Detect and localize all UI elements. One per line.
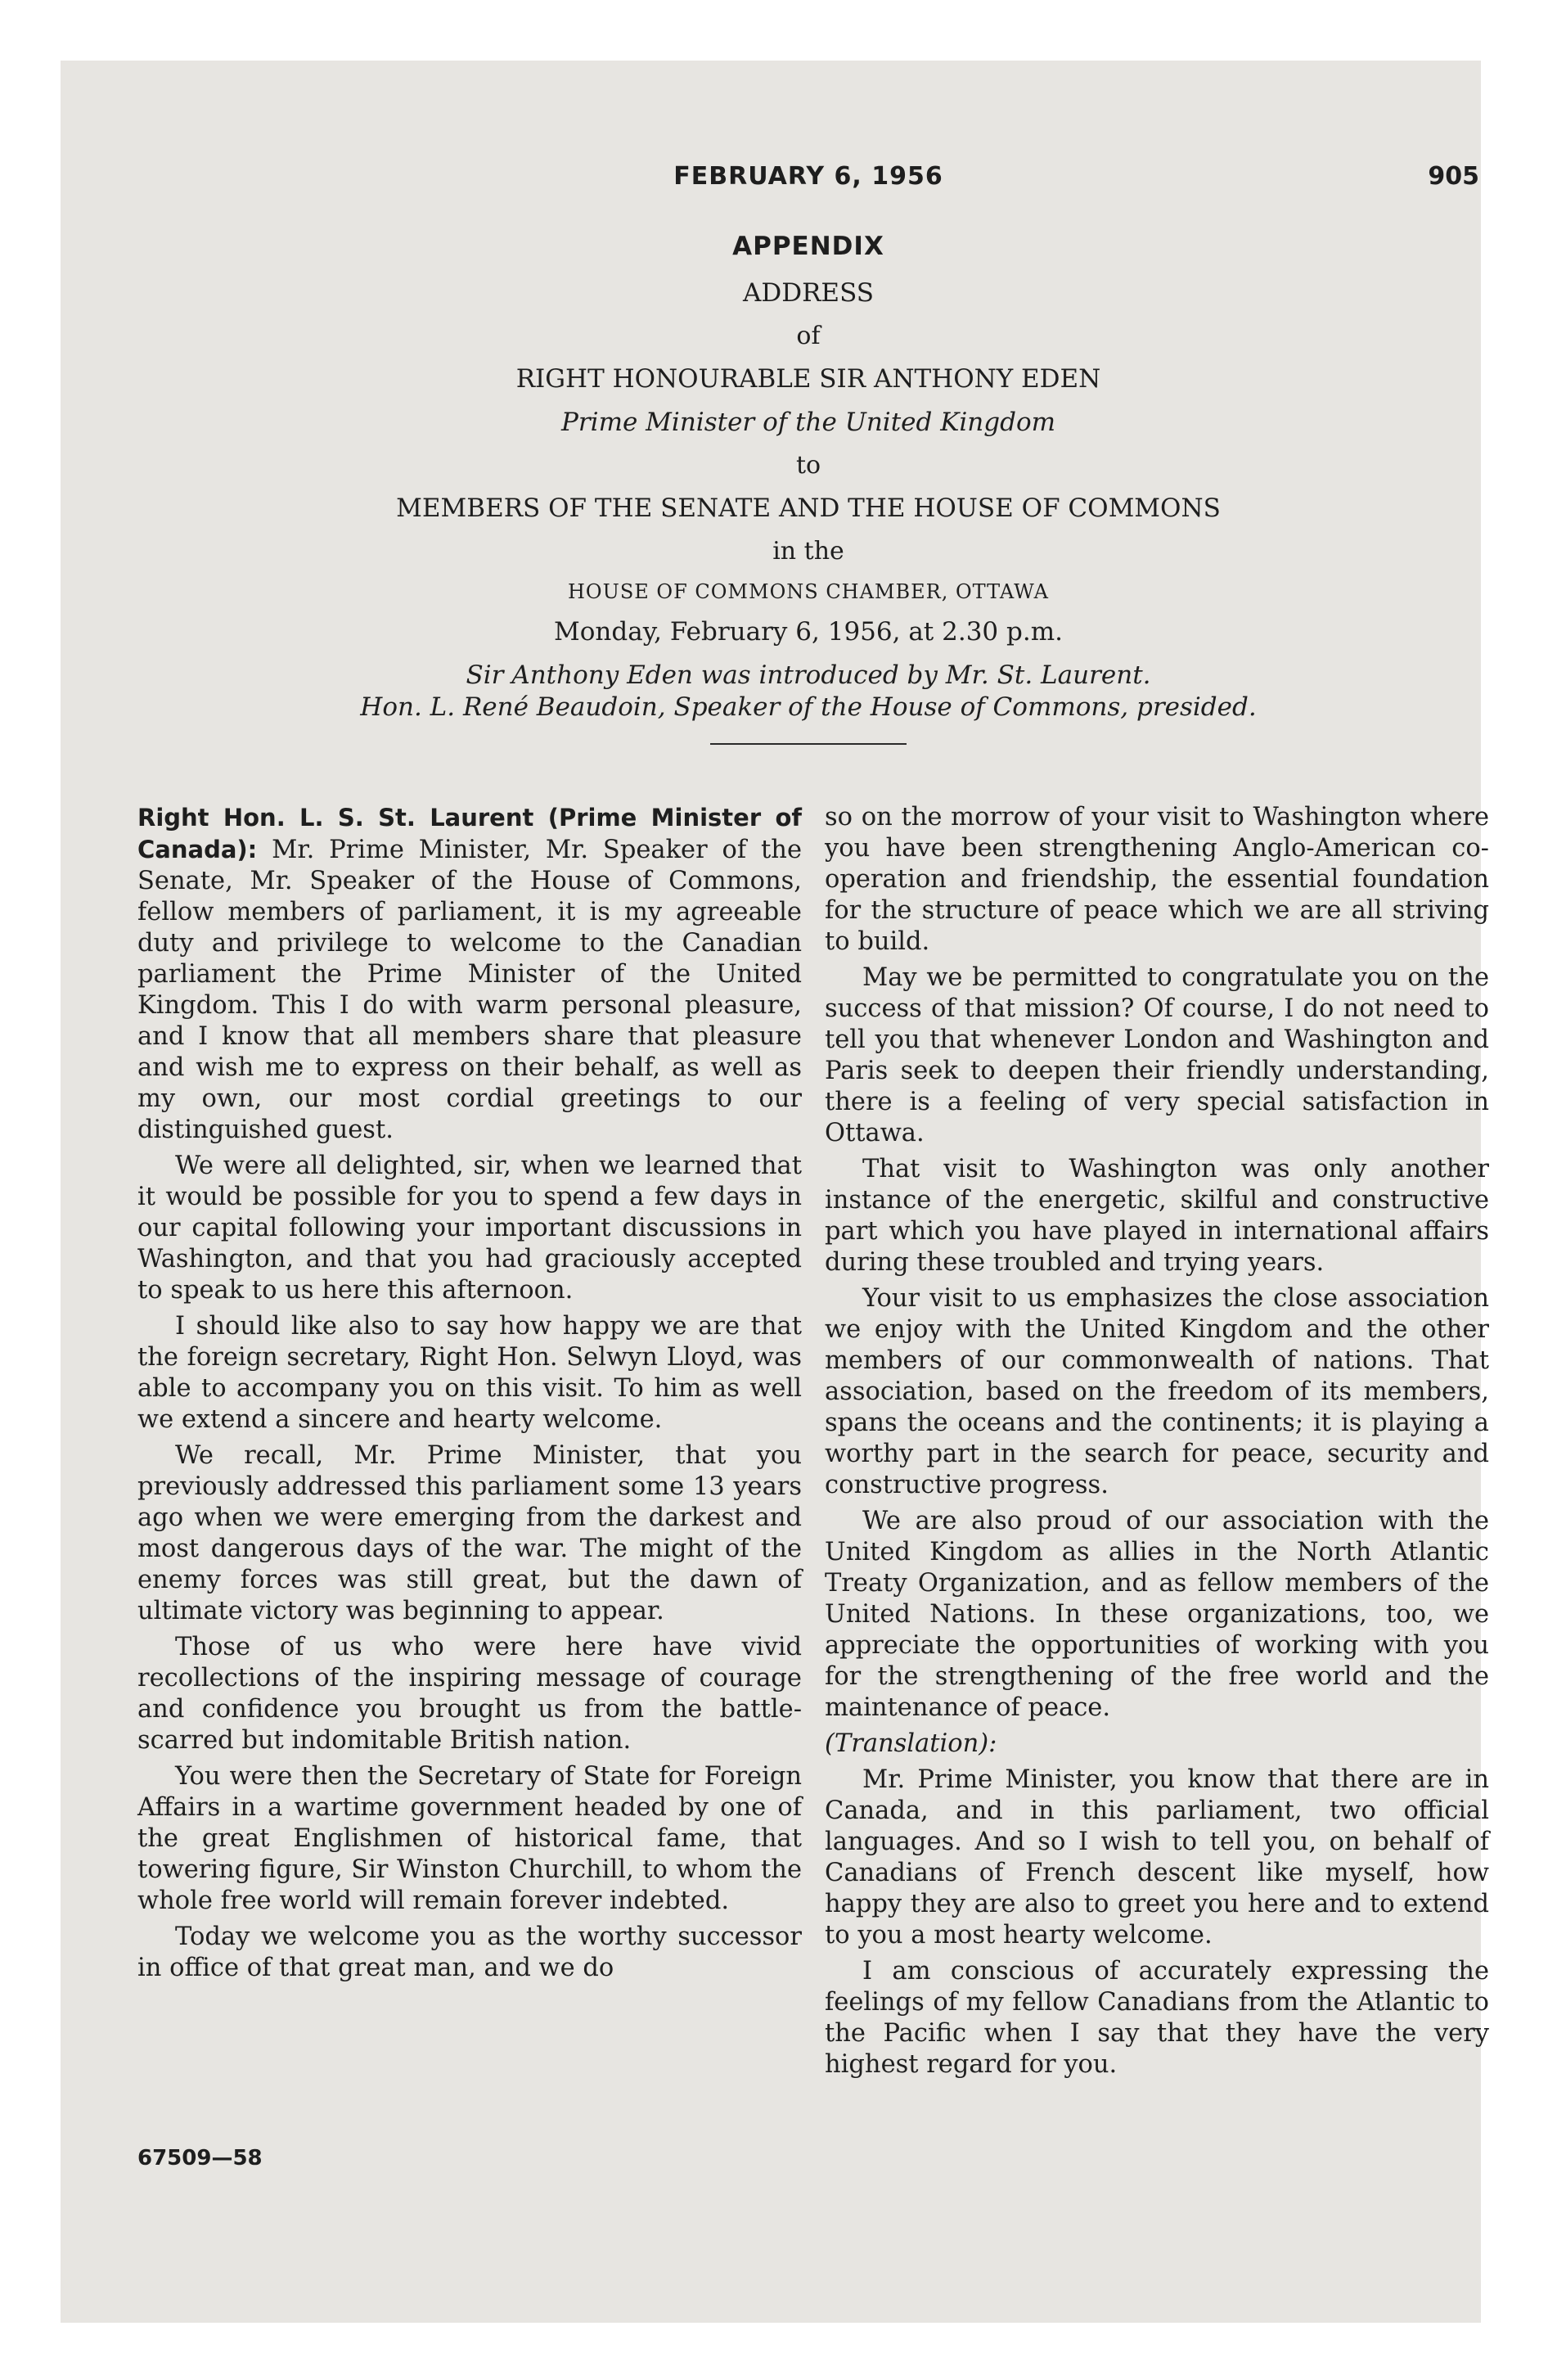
paragraph: We recall, Mr. Prime Minister, that you previously addressed this parliament some 13 years ago when we were emerging from the darkest and most dangerous days of the war. The might of the enemy forces was still great, but the dawn of ultimate victory was beginning to appear. <box>137 1441 802 1625</box>
title-of: of <box>796 322 821 350</box>
speaker-role: Prime Minister of the United Kingdom <box>560 408 1055 437</box>
paragraph: We are also proud of our association with the United Kingdom as allies in the North Atlantic Treaty Organization, and as fellow members of the United Nations. In these organizations, too, we appreciate the opportunities of working with you for the strengthening of the free world and the maintenance of peace. <box>825 1507 1489 1722</box>
divider-rule <box>710 743 907 745</box>
page-number: 905 <box>1428 162 1479 191</box>
paragraph: May we be permitted to congratulate you on the success of that mission? Of course, I do not need to tell you that whenever London and Washington and Paris seek to deepen their friendly understanding, there is a feeling of very special satisfaction in Ottawa. <box>825 963 1489 1147</box>
date-time: Monday, February 6, 1956, at 2.30 p.m. <box>554 617 1063 647</box>
introduction-note: Sir Anthony Eden was introduced by Mr. St. Laurent. <box>466 660 1151 690</box>
speaker-name-heading: RIGHT HONOURABLE SIR ANTHONY EDEN <box>515 364 1101 394</box>
left-column <box>137 802 802 2170</box>
paragraph: You were then the Secretary of State for Foreign Affairs in a wartime government headed by one of the great Englishmen of historical fame, that towering figure, Sir Winston Churchill, to whom the whole free world will remain forever indebted. <box>137 1762 802 1915</box>
running-header <box>137 162 1479 198</box>
paragraph: I should like also to say how happy we are that the foreign secretary, Right Hon. Selwyn Lloyd, was able to accompany you on this visit. To him as well we extend a sincere and hearty welcome. <box>137 1312 802 1434</box>
paragraph: so on the morrow of your visit to Washington where you have been strengthening Anglo-American co-operation and friendship, the essential foundation for the structure of peace which we are all striving to build. <box>825 803 1489 956</box>
paragraph: Your visit to us emphasizes the close association we enjoy with the United Kingdom and the other members of our commonwealth of nations. That association, based on the freedom of its members, spans the oceans and the continents; it is playing a worthy part in the search for peace, security and constructive progress. <box>825 1284 1489 1499</box>
presiding-note: Hon. L. René Beaudoin, Speaker of the House of Commons, presided. <box>360 692 1257 722</box>
paragraph: I am conscious of accurately expressing the feelings of my fellow Canadians from the Atlantic to the Pacific when I say that they have the very highest regard for you. <box>825 1957 1489 2079</box>
address-heading: ADDRESS <box>743 278 874 308</box>
paragraph: Those of us who were here have vivid recollections of the inspiring message of courage and confidence you brought us from the battle-scarred but indomitable British nation. <box>137 1633 802 1755</box>
paragraph: That visit to Washington was only another instance of the energetic, skilful and constructive part which you have played in international affairs during these troubled and trying years. <box>825 1155 1489 1277</box>
title-block <box>137 234 1479 745</box>
header-date: FEBRUARY 6, 1956 <box>673 162 943 191</box>
paragraph <box>137 802 802 1146</box>
paragraph: Mr. Prime Minister, you know that there are in Canada, and in this parliament, two official languages. And so I wish to tell you, on behalf of Canadians of French descent like myself, how happy they are also to greet you here and to extend to you a most hearty welcome. <box>825 1765 1489 1950</box>
title-in-the: in the <box>772 537 844 566</box>
document-page <box>137 162 1489 2275</box>
paragraph: Today we welcome you as the worthy successor in office of that great man, and we do <box>137 1922 802 1982</box>
right-column <box>825 802 1489 2085</box>
title-to: to <box>795 451 821 480</box>
appendix-heading: APPENDIX <box>732 232 884 261</box>
speaker-label: Right Hon. L. S. St. Laurent (Prime Minister of Canada): <box>137 804 802 863</box>
body-columns <box>137 802 1489 2275</box>
paragraph: We were all delighted, sir, when we learned that it would be possible for you to spend a few days in our capital following your important discussions in Washington, and that you had graciously accepted to speak to us here this afternoon. <box>137 1152 802 1305</box>
venue: HOUSE OF COMMONS CHAMBER, OTTAWA <box>568 580 1049 603</box>
print-code: 67509—58 <box>137 2146 263 2170</box>
paragraph-text: Mr. Prime Minister, Mr. Speaker of the Senate, Mr. Speaker of the House of Commons, fellow members of parliament, it is my agreeable duty and privilege to welcome to the Canadian parliament the Prime Minister of the United Kingdom. This I do with warm personal pleasure, and I know that all members share that pleasure and wish me to express on their behalf, as well as my own, our most cordial greetings to our distinguished guest. <box>137 836 802 1144</box>
translation-label: (Translation): <box>825 1729 997 1758</box>
audience-heading: MEMBERS OF THE SENATE AND THE HOUSE OF COMMONS <box>396 494 1221 523</box>
